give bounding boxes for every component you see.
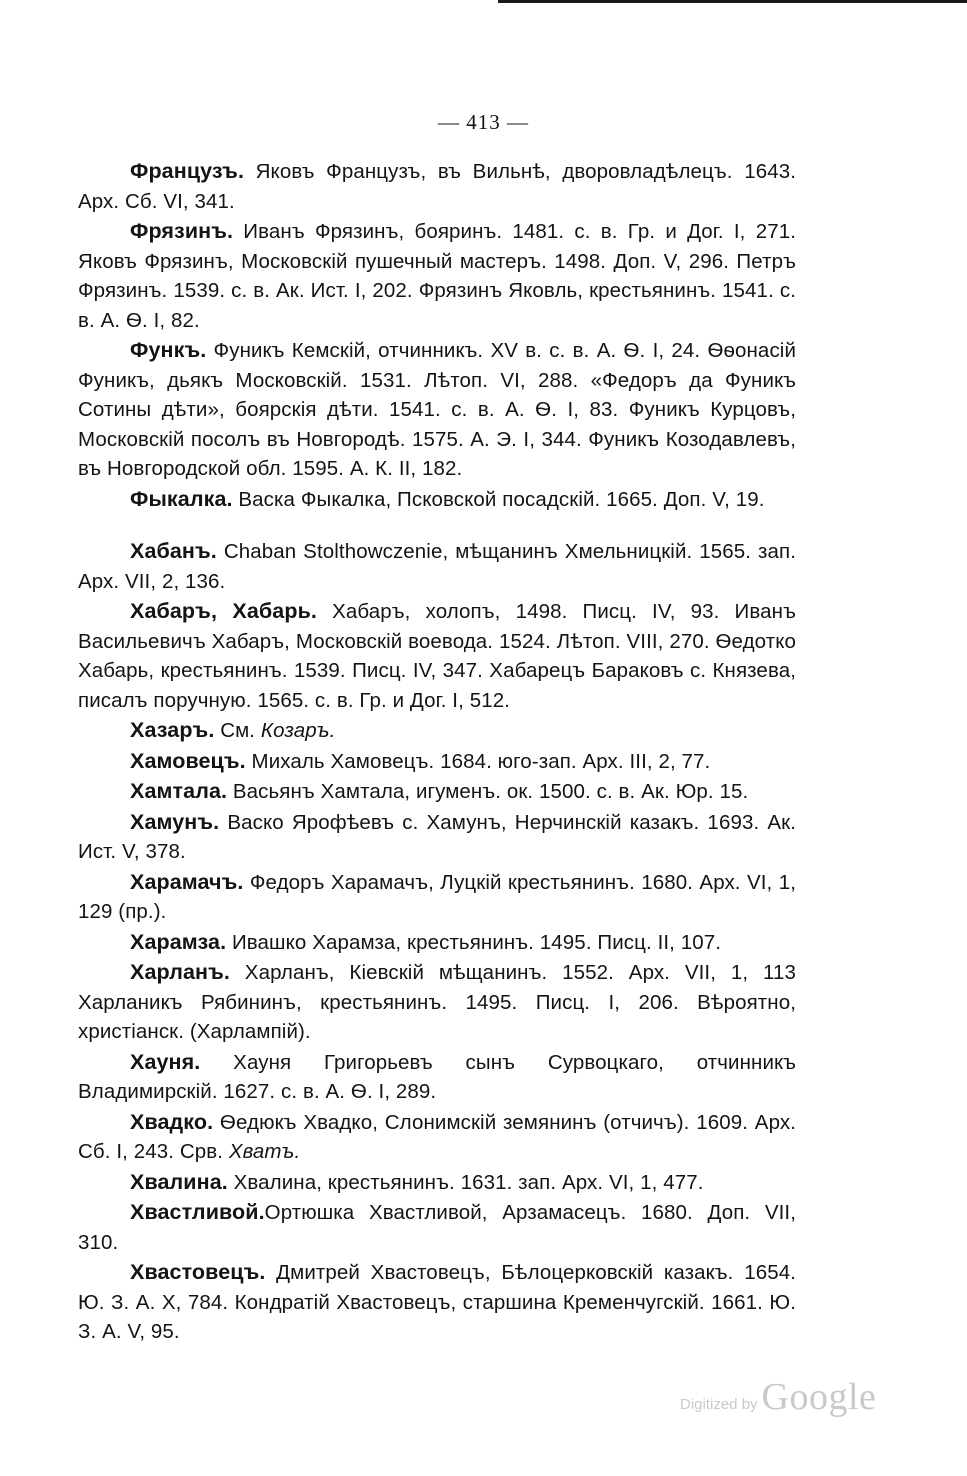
- dictionary-entries: [78, 157, 796, 1348]
- entry-headword: Хамтала.: [130, 779, 228, 803]
- entry-headword: Харамачъ.: [130, 869, 244, 894]
- page-number: — 413 —: [438, 110, 529, 134]
- entry-text: Васко Ярофѣевъ с. Хамунъ, Нерчинскій казакъ. 1693. Ак. Ист. V, 378.: [78, 810, 796, 863]
- dictionary-entry: [78, 1108, 796, 1167]
- dictionary-entry: [78, 336, 796, 484]
- top-rule: [498, 0, 967, 3]
- entry-text: Хабаръ, холопъ, 1498. Писц. IV, 93. Иванъ Васильевичъ Хабаръ, Московскій воевода. 1524. Лѣтоп. VIII, 270. Ѳедотко Хабарь, крестьянинъ. 1539. Писц. IV, 347. Хабарецъ Бараковъ с. Князева, писалъ поручную. 1565. с. в. Гр. и Дог. I, 512.: [78, 600, 796, 712]
- entry-headword: Хамунъ.: [130, 809, 220, 834]
- dictionary-entry: [78, 868, 796, 927]
- entry-text: Дмитрей Хвастовецъ, Бѣлоцерковскій казакъ. 1654. Ю. З. А. X, 784. Кондратій Хвастовецъ, старшина Кременчугскій. 1661. Ю. З. А. V, 95.: [78, 1261, 796, 1343]
- entry-headword: Хвастовецъ.: [130, 1260, 266, 1284]
- entry-headword: Харамза.: [130, 929, 227, 954]
- entry-text: Хауня Григорьевъ сынъ Сурвоцкаго, отчинникъ Владимирскій. 1627. с. в. А. Ѳ. I, 289.: [78, 1050, 796, 1103]
- entry-text: Ортюшка Хвастливой, Арзамасецъ. 1680. Доп. VII, 310.: [78, 1201, 796, 1254]
- dictionary-entry: [78, 808, 796, 867]
- dictionary-entry: [78, 777, 796, 807]
- entry-headword: Французъ.: [130, 159, 245, 183]
- entry-text: Харланъ, Кіевскій мѣщанинъ. 1552. Арх. VII, 1, 113 Харланикъ Рябининъ, крестьянинъ. 1495. Писц. I, 206. Вѣроятно, христіанск. (Харлампій).: [78, 961, 796, 1043]
- entry-text: Иванъ Фрязинъ, бояринъ. 1481. с. в. Гр. и Дог. I, 271. Яковъ Фрязинъ, Московскій пушечный мастеръ. 1498. Доп. V, 296. Петръ Фрязинъ. 1539. с. в. Ак. Ист. I, 202. Фрязинъ Яковль, крестьянинъ. 1541. с. в. А. Ѳ. I, 82.: [78, 220, 796, 332]
- entry-headword: Фыкалка.: [130, 486, 233, 511]
- entry-text: См.: [214, 719, 261, 742]
- entry-text: Фуникъ Кемскій, отчинникъ. XV в. с. в. А. Ѳ. I, 24. Ѳѳонасій Фуникъ, дьякъ Московскій. 1531. Лѣтоп. VI, 288. «Федоръ да Фуникъ Сотины дѣти», боярскія дѣти. 1541. с. в. А. Ѳ. I, 83. Фуникъ Курцовъ, Московскій посолъ въ Новгородѣ. 1575. А. Э. I, 344. Фуникъ Козодавлевъ, въ Новгородской обл. 1595. А. К. II, 182.: [78, 339, 796, 480]
- dictionary-entry: [78, 747, 796, 777]
- entry-text: Васка Фыкалка, Псковской посадскій. 1665. Доп. V, 19.: [232, 487, 765, 511]
- entry-headword: Харланъ.: [130, 960, 230, 984]
- dictionary-entry: [78, 716, 796, 746]
- dictionary-entry: [78, 928, 796, 958]
- entry-headword: Хабанъ.: [130, 539, 217, 563]
- dictionary-entry: [78, 217, 796, 335]
- dictionary-entry: [78, 157, 796, 216]
- dictionary-entry: [78, 958, 796, 1047]
- entry-text: Михаль Хамовецъ. 1684. юго-зап. Арх. III, 2, 77.: [245, 749, 711, 773]
- entry-headword: Функъ.: [130, 338, 207, 362]
- watermark: [680, 1375, 877, 1418]
- entry-text: Яковъ Французъ, въ Вильнѣ, дворовладѣлецъ. 1643. Арх. Сб. VI, 341.: [78, 160, 796, 213]
- dictionary-entry: [78, 1048, 796, 1107]
- dictionary-entry: [78, 485, 796, 515]
- entry-headword: Хамовецъ.: [130, 748, 246, 773]
- entry-headword: Фрязинъ.: [130, 219, 234, 243]
- entry-text: Хвалина, крестьянинъ. 1631. зап. Арх. VI, 1, 477.: [227, 1170, 704, 1194]
- dictionary-entry: [78, 1258, 796, 1347]
- entry-cross-reference: Козаръ.: [260, 719, 336, 742]
- dictionary-entry: [78, 537, 796, 596]
- dictionary-entry: [78, 1168, 796, 1198]
- section-gap: [78, 515, 796, 537]
- entry-cross-reference: Хватъ.: [228, 1140, 301, 1163]
- watermark-digitized-text: Digitized by: [680, 1396, 758, 1413]
- entry-headword: Хауня.: [130, 1049, 201, 1074]
- entry-text: Васьянъ Хамтала, игуменъ. ок. 1500. с. в. Ак. Юр. 15.: [227, 780, 749, 803]
- dictionary-entry: [78, 1198, 796, 1257]
- entry-text: Chaban Stolthowczenie, мѣщанинъ Хмельницкій. 1565. зап. Арх. VII, 2, 136.: [78, 540, 796, 593]
- entry-text: Федоръ Харамачъ, Луцкій крестьянинъ. 1680. Арх. VI, 1, 129 (пр.).: [78, 870, 796, 923]
- dictionary-entry: [78, 597, 796, 715]
- entry-headword: Хвастливой.: [130, 1200, 265, 1224]
- entry-headword: Хвадко.: [130, 1109, 214, 1134]
- entry-text: Ивашко Харамза, крестьянинъ. 1495. Писц. II, 107.: [226, 930, 722, 954]
- entry-headword: Хазаръ.: [130, 718, 215, 742]
- entry-text: Ѳедюкъ Хвадко, Слонимскій земянинъ (отчичъ). 1609. Арх. Сб. I, 243. Срв.: [78, 1110, 796, 1163]
- entry-headword: Хвалина.: [130, 1169, 228, 1194]
- entry-headword: Хабаръ, Хабарь.: [130, 599, 317, 623]
- watermark-google-logo: Google: [761, 1376, 877, 1418]
